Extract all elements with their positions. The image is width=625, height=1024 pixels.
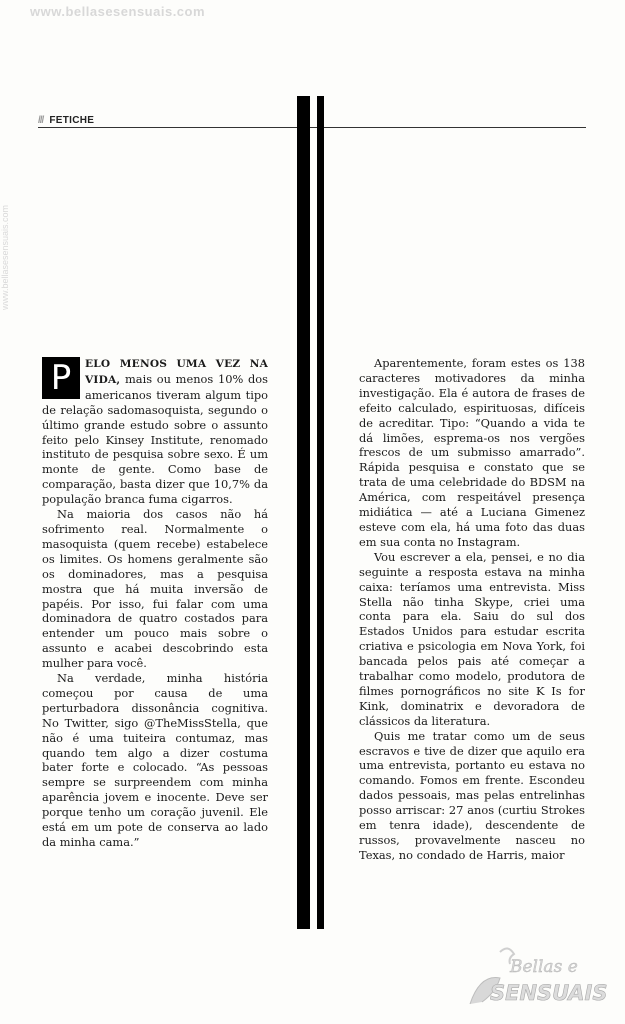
article-paragraph: Na verdade, minha história começou por causa de uma perturbadora dissonância cognitiva. No Twitter, sigo @TheMissStella, que não é uma tuiteira contumaz, mas quando tem algo a dizer costuma bater forte e colocado. “As pessoas sempre se surpreendem com minha aparência jovem e inocente. Deve ser porque tenho um coração juvenil. Ele está em um pote de conserva ao lado da minha cama.”	[42, 671, 268, 849]
section-label: FETICHE	[49, 115, 95, 126]
decorative-bar-thick	[297, 96, 310, 929]
lead-in: ELO MENOS UMA VEZ NA VIDA,	[85, 358, 268, 386]
watermark-top: www.bellasesensuais.com	[30, 4, 206, 19]
svg-text:SENSUAIS: SENSUAIS	[490, 981, 608, 1005]
watermark-logo	[462, 942, 612, 1012]
paragraph-text: mais ou menos 10% dos americanos tiveram algum tipo de relação sadomasoquista, segundo o último grande estudo sobre o assunto feito pelo Kinsey Institute, renomado instituto de pesquisa sobre sexo. É um monte de gente. Como base de comparação, basta dizer que 10,7% da população branca fuma cigarros.	[42, 371, 268, 507]
article-paragraph: Aparentemente, foram estes os 138 caracteres motivadores da minha investigação. Ela é autora de frases de efeito calculado, espirituosas, difíceis de acreditar. Tipo: “Quando a vida te dá limões, esprema-os nos vergões frescos de um submisso amarrado”. Rápida pesquisa e constato que se trata de uma celebridade do BDSM na América, com respeitável presença midiática — até a Luciana Gimenez esteve com ela, há uma foto das duas em sua conta no Instagram.	[359, 356, 585, 549]
article-paragraph: Quis me tratar como um de seus escravos e tive de dizer que aquilo era uma entrevista, portanto eu estava no comando. Fomos em frente. Escondeu dados pessoais, mas pelas entrelinhas posso arriscar: 27 anos (curtiu Strokes em tenra idade), descendente de russos, provavelmente nasceu no Texas, no condado de Harris, maior	[359, 728, 585, 862]
logo-text: Bellas e	[510, 957, 578, 977]
article-paragraph	[42, 356, 268, 507]
decorative-bar-thin	[317, 96, 324, 929]
dropcap: P	[42, 357, 80, 399]
article-paragraph: Na maioria dos casos não há sofrimento real. Normalmente o masoquista (quem recebe) estabelece os limites. Os homens geralmente são os dominadores, mas a pesquisa mostra que há muita inversão de papéis. Por isso, fui falar com uma dominadora de quatro costados para entender um pouco mais sobre o assunto e acabei descobrindo esta mulher para você.	[42, 507, 268, 671]
section-slashes: ///	[38, 115, 44, 126]
watermark-side-text: www.bellasesensuais.com	[0, 204, 10, 310]
section-rule	[38, 127, 586, 128]
article-column-left	[42, 356, 268, 850]
logo-graphic	[462, 942, 612, 1012]
section-header	[38, 115, 94, 126]
article-column-right	[359, 356, 585, 863]
article-paragraph: Vou escrever a ela, pensei, e no dia seguinte a resposta estava na minha caixa: teríamos uma entrevista. Miss Stella não tinha Skype, criei uma conta para ela. Saiu do sul dos Estados Unidos para estudar escrita criativa e psicologia em Nova York, foi bancada pelos pais até começar a trabalhar como modelo, produtora de filmes pornográficos no site K Is for Kink, dominatrix e devoradora de clássicos da literatura.	[359, 549, 585, 728]
